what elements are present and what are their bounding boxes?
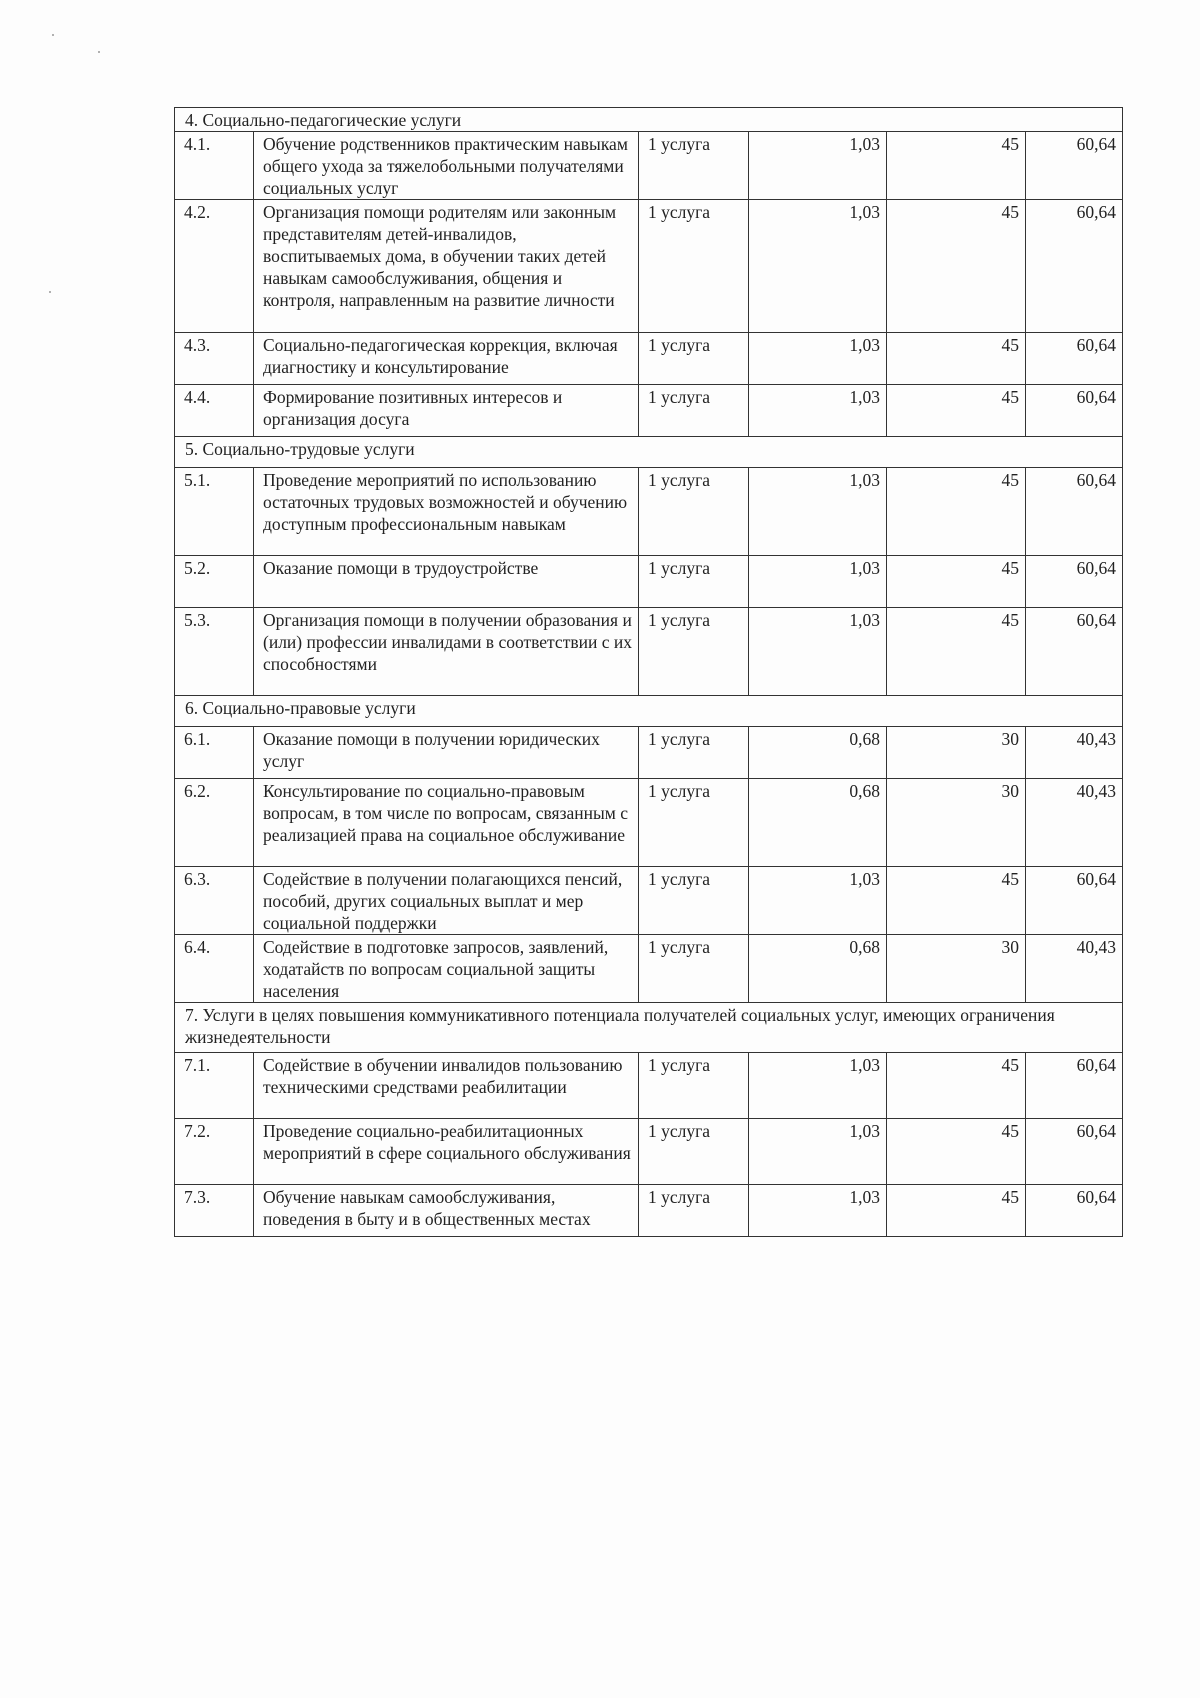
row-number: 7.2. (175, 1119, 254, 1185)
section-title: 6. Социально-правовые услуги (175, 696, 1123, 727)
service-price: 60,64 (1026, 132, 1123, 200)
row-number: 4.4. (175, 385, 254, 437)
service-name: Проведение мероприятий по использованию остаточных трудовых возможностей и обучению доступным профессиональным навыкам (254, 468, 639, 556)
service-name: Оказание помощи в трудоустройстве (254, 556, 639, 608)
service-price: 60,64 (1026, 1185, 1123, 1237)
service-minutes: 30 (887, 727, 1026, 779)
service-price: 60,64 (1026, 1119, 1123, 1185)
service-unit: 1 услуга (639, 385, 749, 437)
service-coefficient: 1,03 (749, 333, 887, 385)
service-name: Проведение социально-реабилитационных мероприятий в сфере социального обслуживания (254, 1119, 639, 1185)
row-number: 6.2. (175, 779, 254, 867)
services-table (174, 107, 1123, 1237)
service-unit: 1 услуга (639, 935, 749, 1003)
row-number: 5.3. (175, 608, 254, 696)
service-unit: 1 услуга (639, 200, 749, 333)
service-minutes: 45 (887, 132, 1026, 200)
service-name: Обучение родственников практическим навыкам общего ухода за тяжелобольными получателями социальных услуг (254, 132, 639, 200)
table-row (175, 385, 1123, 437)
table-row (175, 333, 1123, 385)
section-title: 7. Услуги в целях повышения коммуникативного потенциала получателей социальных услуг, имеющих ограничения жизнедеятельности (175, 1003, 1123, 1053)
service-name: Обучение навыкам самообслуживания, поведения в быту и в общественных местах (254, 1185, 639, 1237)
service-coefficient: 0,68 (749, 779, 887, 867)
service-unit: 1 услуга (639, 1185, 749, 1237)
service-name: Содействие в обучении инвалидов пользованию техническими средствами реабилитации (254, 1053, 639, 1119)
service-price: 40,43 (1026, 727, 1123, 779)
service-coefficient: 1,03 (749, 556, 887, 608)
row-number: 4.1. (175, 132, 254, 200)
section-header-row (175, 696, 1123, 727)
service-minutes: 45 (887, 385, 1026, 437)
section-header-row (175, 437, 1123, 468)
service-unit: 1 услуга (639, 1119, 749, 1185)
row-number: 4.2. (175, 200, 254, 333)
service-name: Формирование позитивных интересов и организация досуга (254, 385, 639, 437)
service-coefficient: 1,03 (749, 608, 887, 696)
table-row (175, 132, 1123, 200)
scan-speck (98, 51, 100, 53)
table-row (175, 867, 1123, 935)
service-coefficient: 1,03 (749, 385, 887, 437)
table-row (175, 608, 1123, 696)
service-price: 60,64 (1026, 1053, 1123, 1119)
service-unit: 1 услуга (639, 1053, 749, 1119)
service-coefficient: 1,03 (749, 132, 887, 200)
row-number: 5.1. (175, 468, 254, 556)
section-title: 5. Социально-трудовые услуги (175, 437, 1123, 468)
table-row (175, 468, 1123, 556)
service-price: 60,64 (1026, 867, 1123, 935)
row-number: 5.2. (175, 556, 254, 608)
service-unit: 1 услуга (639, 867, 749, 935)
service-name: Организация помощи в получении образования и (или) профессии инвалидами в соответствии с их способностями (254, 608, 639, 696)
service-unit: 1 услуга (639, 468, 749, 556)
service-price: 40,43 (1026, 779, 1123, 867)
table-row (175, 935, 1123, 1003)
service-name: Консультирование по социально-правовым вопросам, в том числе по вопросам, связанным с реализацией права на социальное обслуживание (254, 779, 639, 867)
service-minutes: 45 (887, 608, 1026, 696)
services-table-body (175, 108, 1123, 1237)
row-number: 6.1. (175, 727, 254, 779)
service-price: 60,64 (1026, 200, 1123, 333)
service-name: Оказание помощи в получении юридических услуг (254, 727, 639, 779)
service-minutes: 45 (887, 1119, 1026, 1185)
service-price: 40,43 (1026, 935, 1123, 1003)
scan-speck (49, 291, 51, 293)
service-minutes: 45 (887, 333, 1026, 385)
service-price: 60,64 (1026, 385, 1123, 437)
service-coefficient: 1,03 (749, 1185, 887, 1237)
row-number: 4.3. (175, 333, 254, 385)
service-coefficient: 1,03 (749, 1119, 887, 1185)
service-minutes: 30 (887, 779, 1026, 867)
row-number: 6.4. (175, 935, 254, 1003)
service-unit: 1 услуга (639, 556, 749, 608)
service-unit: 1 услуга (639, 608, 749, 696)
service-price: 60,64 (1026, 556, 1123, 608)
service-minutes: 30 (887, 935, 1026, 1003)
row-number: 7.1. (175, 1053, 254, 1119)
service-name: Социально-педагогическая коррекция, включая диагностику и консультирование (254, 333, 639, 385)
scan-speck (52, 34, 54, 36)
service-price: 60,64 (1026, 468, 1123, 556)
service-minutes: 45 (887, 1185, 1026, 1237)
table-row (175, 1053, 1123, 1119)
service-minutes: 45 (887, 867, 1026, 935)
table-row (175, 727, 1123, 779)
service-coefficient: 1,03 (749, 867, 887, 935)
service-name: Содействие в подготовке запросов, заявлений, ходатайств по вопросам социальной защиты населения (254, 935, 639, 1003)
table-row (175, 200, 1123, 333)
service-minutes: 45 (887, 556, 1026, 608)
section-header-row (175, 108, 1123, 132)
service-name: Организация помощи родителям или законным представителям детей-инвалидов, воспитываемых дома, в обучении таких детей навыкам самообслуживания, общения и контроля, направленным на развитие личности (254, 200, 639, 333)
row-number: 6.3. (175, 867, 254, 935)
table-row (175, 556, 1123, 608)
service-price: 60,64 (1026, 608, 1123, 696)
service-minutes: 45 (887, 200, 1026, 333)
service-unit: 1 услуга (639, 132, 749, 200)
service-minutes: 45 (887, 468, 1026, 556)
service-coefficient: 1,03 (749, 200, 887, 333)
service-unit: 1 услуга (639, 779, 749, 867)
service-unit: 1 услуга (639, 727, 749, 779)
table-row (175, 1185, 1123, 1237)
service-coefficient: 0,68 (749, 727, 887, 779)
table-row (175, 779, 1123, 867)
service-minutes: 45 (887, 1053, 1026, 1119)
service-coefficient: 0,68 (749, 935, 887, 1003)
row-number: 7.3. (175, 1185, 254, 1237)
section-header-row (175, 1003, 1123, 1053)
service-price: 60,64 (1026, 333, 1123, 385)
section-title: 4. Социально-педагогические услуги (175, 108, 1123, 132)
table-row (175, 1119, 1123, 1185)
service-name: Содействие в получении полагающихся пенсий, пособий, других социальных выплат и мер социальной поддержки (254, 867, 639, 935)
service-coefficient: 1,03 (749, 1053, 887, 1119)
service-coefficient: 1,03 (749, 468, 887, 556)
service-unit: 1 услуга (639, 333, 749, 385)
